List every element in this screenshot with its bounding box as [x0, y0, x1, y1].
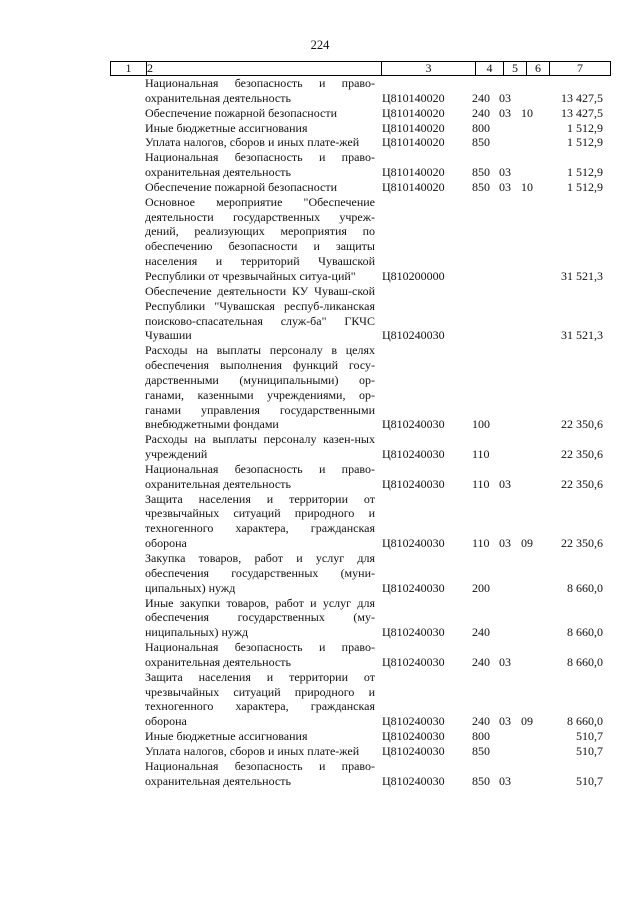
row-code-cell: Ц810200000 [382, 268, 445, 283]
row-section-cell [499, 284, 521, 343]
row-name-cell: Обеспечение пожарной безопасности [145, 105, 338, 120]
row-name-cell: Уплата налогов, сборов и иных плате-жей [145, 135, 360, 150]
row-number-cell [110, 551, 145, 596]
row-number-cell [110, 596, 145, 641]
row-code-cell: Ц810240030 [382, 743, 445, 758]
row-sum-cell: 8 660,0 [567, 625, 603, 640]
row-sum-cell: 13 427,5 [561, 105, 603, 120]
table-row [110, 759, 603, 789]
row-name-cell: Обеспечение пожарной безопасности [145, 179, 338, 194]
table-row [110, 551, 603, 596]
row-name-cell: Защита населения и территории от чрезвычайных ситуаций природного и техногенного характера, гражданская оборона [145, 669, 375, 729]
table-row [110, 640, 603, 670]
row-number-cell [110, 180, 145, 195]
row-number-cell [110, 492, 145, 551]
row-code-cell: Ц810240030 [382, 447, 445, 462]
table-row [110, 432, 603, 462]
row-code-cell: Ц810240030 [382, 654, 445, 669]
table-row [110, 121, 603, 136]
row-subsection-cell [521, 640, 543, 670]
row-code-cell: Ц810240030 [382, 417, 445, 432]
row-code-cell: Ц810140020 [382, 135, 445, 150]
row-name-cell: Иные бюджетные ассигнования [145, 729, 308, 744]
table-row [110, 343, 603, 432]
row-section-cell [499, 195, 521, 284]
row-subsection-cell [521, 121, 543, 136]
row-section-cell [499, 596, 521, 641]
row-number-cell [110, 195, 145, 284]
row-expense-type-cell [472, 195, 499, 284]
row-sum-cell: 510,7 [576, 729, 603, 744]
row-sum-cell: 22 350,6 [561, 476, 603, 491]
row-expense-type-cell: 240 [472, 90, 490, 105]
row-code-cell: Ц810140020 [382, 165, 445, 180]
row-number-cell [110, 759, 145, 789]
row-expense-type-cell: 850 [472, 773, 490, 788]
row-expense-type-cell: 110 [472, 476, 490, 491]
row-section-cell [499, 432, 521, 462]
row-sum-cell: 1 512,9 [567, 165, 603, 180]
row-expense-type-cell: 800 [472, 120, 490, 135]
row-name-cell: Национальная безопасность и право-охранительная деятельность [145, 640, 375, 669]
table-row [110, 492, 603, 551]
row-expense-type-cell: 100 [472, 417, 490, 432]
row-section-cell [499, 551, 521, 596]
col-header-5: 5 [504, 62, 527, 76]
row-subsection-cell [521, 759, 543, 789]
row-sum-cell: 8 660,0 [567, 654, 603, 669]
table-row [110, 180, 603, 195]
page-number: 224 [310, 38, 330, 52]
row-number-cell [110, 432, 145, 462]
row-section-cell: 03 [499, 179, 511, 194]
row-number-cell [110, 106, 145, 121]
row-expense-type-cell: 110 [472, 536, 490, 551]
row-subsection-cell: 10 [521, 179, 533, 194]
col-header-3: 3 [382, 62, 476, 76]
row-code-cell: Ц810240030 [382, 773, 445, 788]
row-expense-type-cell: 850 [472, 743, 490, 758]
table-row [110, 729, 603, 744]
row-expense-type-cell: 240 [472, 625, 490, 640]
row-section-cell: 03 [499, 90, 511, 105]
table-row [110, 150, 603, 180]
row-number-cell [110, 150, 145, 180]
row-section-cell [499, 729, 521, 744]
row-sum-cell: 510,7 [576, 773, 603, 788]
row-subsection-cell [521, 729, 543, 744]
row-subsection-cell: 09 [521, 714, 533, 729]
row-section-cell: 03 [499, 105, 511, 120]
row-expense-type-cell: 110 [472, 447, 490, 462]
row-name-cell: Расходы на выплаты персоналу казен-ных учреждений [145, 432, 375, 462]
row-sum-cell: 31 521,3 [561, 328, 603, 343]
table-row [110, 135, 603, 150]
row-expense-type-cell [472, 284, 499, 343]
row-number-cell [110, 284, 145, 343]
row-code-cell: Ц810140020 [382, 120, 445, 135]
row-subsection-cell [521, 462, 543, 492]
row-subsection-cell [521, 76, 543, 106]
table-row [110, 670, 603, 729]
row-expense-type-cell: 240 [472, 714, 490, 729]
row-name-cell: Национальная безопасность и право-охранительная деятельность [145, 461, 375, 491]
row-section-cell: 03 [499, 714, 511, 729]
row-subsection-cell [521, 150, 543, 180]
row-section-cell [499, 121, 521, 136]
row-section-cell: 03 [499, 773, 511, 788]
row-name-cell: Защита населения и территории от чрезвычайных ситуаций природного и техногенного характера, гражданская оборона [145, 491, 375, 551]
row-expense-type-cell: 850 [472, 135, 490, 150]
table-row [110, 596, 603, 641]
row-sum-cell: 510,7 [576, 743, 603, 758]
col-header-7: 7 [550, 62, 611, 76]
row-subsection-cell [521, 195, 543, 284]
row-number-cell [110, 670, 145, 729]
row-number-cell [110, 640, 145, 670]
row-code-cell: Ц810240030 [382, 476, 445, 491]
row-section-cell: 03 [499, 165, 511, 180]
row-name-cell: Иные закупки товаров, работ и услуг для обеспечения государственных (му-ниципальных) нужд [145, 595, 375, 640]
row-code-cell: Ц810240030 [382, 328, 445, 343]
row-number-cell [110, 135, 145, 150]
row-sum-cell: 1 512,9 [567, 120, 603, 135]
col-header-4: 4 [476, 62, 504, 76]
table-row [110, 195, 603, 284]
row-name-cell: Национальная безопасность и право-охранительная деятельность [145, 150, 375, 180]
row-name-cell: Расходы на выплаты персоналу в целях обеспечения выполнения функций госу-дарственными (муниципальными) ор-ганами, казенными учреждениями, ор-ганами управления государственными внебюджетными фондами [145, 343, 375, 432]
row-name-cell: Уплата налогов, сборов и иных плате-жей [145, 743, 360, 758]
row-expense-type-cell: 200 [472, 580, 490, 595]
row-name-cell: Основное мероприятие "Обеспечение деятельности государственных учреж-дений, реализующих мероприятия по обеспечению безопасности и защиты населения и территорий Чувашской Республики от чрезвычайных ситуа-ций" [145, 194, 375, 283]
row-number-cell [110, 462, 145, 492]
table-row [110, 106, 603, 121]
column-header-row [111, 62, 611, 76]
row-code-cell: Ц810140020 [382, 105, 445, 120]
row-name-cell: Национальная безопасность и право-охранительная деятельность [145, 76, 375, 105]
table-row [110, 284, 603, 343]
row-number-cell [110, 729, 145, 744]
row-name-cell: Национальная безопасность и право-охранительная деятельность [145, 758, 375, 788]
budget-table [110, 76, 603, 789]
row-code-cell: Ц810140020 [382, 90, 445, 105]
row-sum-cell: 8 660,0 [567, 714, 603, 729]
row-name-cell: Иные бюджетные ассигнования [145, 120, 308, 135]
row-subsection-cell [521, 551, 543, 596]
row-number-cell [110, 343, 145, 432]
budget-table-body [110, 76, 603, 789]
row-section-cell: 03 [499, 476, 511, 491]
row-subsection-cell [521, 596, 543, 641]
table-row [110, 744, 603, 759]
row-subsection-cell [521, 343, 543, 432]
row-subsection-cell [521, 744, 543, 759]
row-number-cell [110, 76, 145, 106]
table-row [110, 76, 603, 106]
row-name-cell: Закупка товаров, работ и услуг для обеспечения государственных (муни-ципальных) нужд [145, 551, 375, 595]
col-header-2: 2 [147, 62, 382, 76]
row-sum-cell: 22 350,6 [561, 417, 603, 432]
row-sum-cell: 31 521,3 [561, 268, 603, 283]
row-subsection-cell [521, 432, 543, 462]
row-code-cell: Ц810240030 [382, 714, 445, 729]
row-code-cell: Ц810240030 [382, 536, 445, 551]
row-sum-cell: 22 350,6 [561, 536, 603, 551]
row-sum-cell: 8 660,0 [567, 580, 603, 595]
row-sum-cell: 1 512,9 [567, 179, 603, 194]
table-row [110, 462, 603, 492]
row-code-cell: Ц810140020 [382, 179, 445, 194]
row-subsection-cell [521, 284, 543, 343]
row-code-cell: Ц810240030 [382, 580, 445, 595]
row-number-cell [110, 744, 145, 759]
row-sum-cell: 13 427,5 [561, 90, 603, 105]
row-section-cell [499, 135, 521, 150]
row-name-cell: Обеспечение деятельности КУ Чуваш-ской Республики "Чувашская респуб-ликанская поисково-спасательная служ-ба" ГКЧС Чувашии [145, 283, 375, 343]
col-header-6: 6 [527, 62, 550, 76]
row-code-cell: Ц810240030 [382, 625, 445, 640]
row-code-cell: Ц810240030 [382, 729, 445, 744]
row-subsection-cell [521, 135, 543, 150]
column-header-table [110, 61, 611, 76]
row-expense-type-cell: 850 [472, 179, 490, 194]
row-subsection-cell: 09 [521, 536, 533, 551]
row-expense-type-cell: 240 [472, 654, 490, 669]
row-section-cell [499, 744, 521, 759]
row-subsection-cell: 10 [521, 105, 533, 120]
row-expense-type-cell: 850 [472, 165, 490, 180]
row-sum-cell: 1 512,9 [567, 135, 603, 150]
row-expense-type-cell: 800 [472, 729, 490, 744]
row-expense-type-cell: 240 [472, 105, 490, 120]
row-section-cell: 03 [499, 536, 511, 551]
row-section-cell: 03 [499, 654, 511, 669]
row-number-cell [110, 121, 145, 136]
row-section-cell [499, 343, 521, 432]
col-header-1: 1 [111, 62, 147, 76]
row-sum-cell: 22 350,6 [561, 447, 603, 462]
